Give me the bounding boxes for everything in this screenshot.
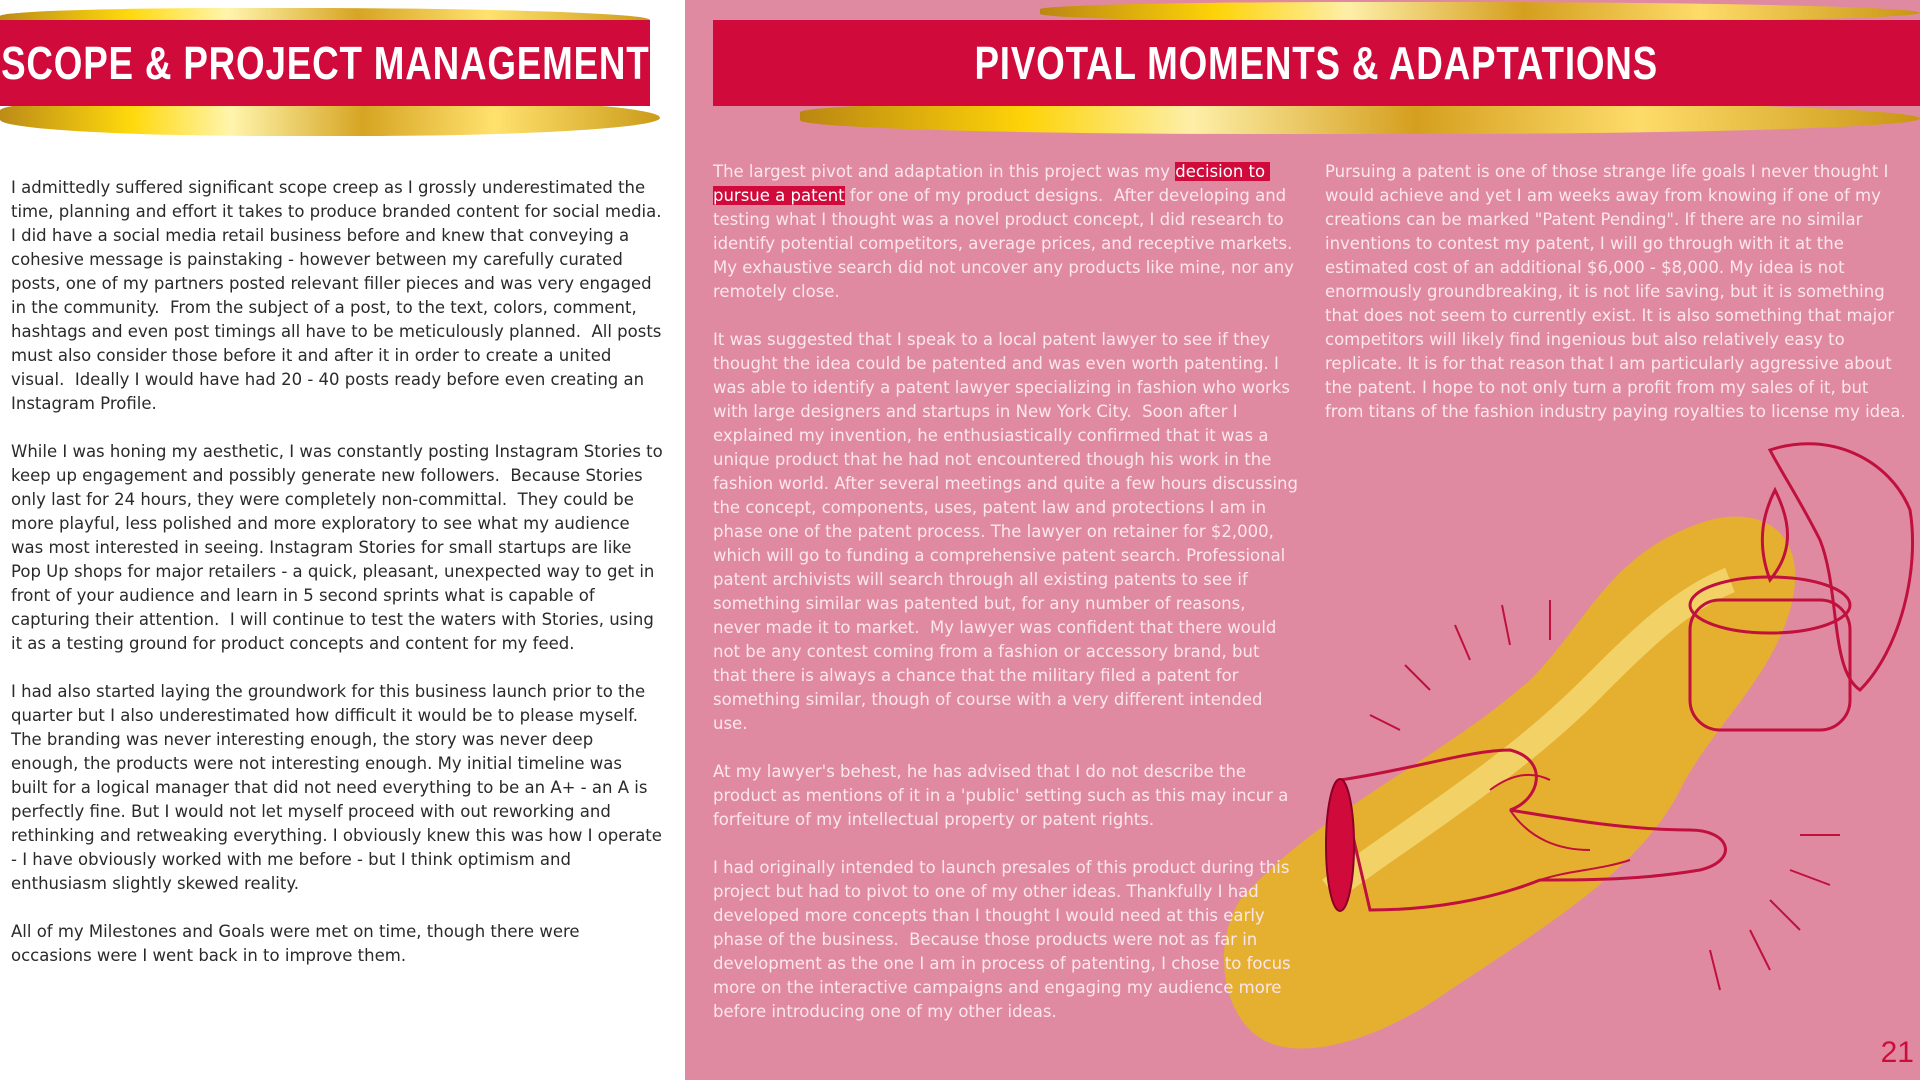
gold-brush-stroke-top-right <box>1040 2 1920 22</box>
right-column-2-text: Pursuing a patent is one of those strange life goals I never thought I would achieve and yet I am weeks away from knowing if one of my creations can be marked "Patent Pending". If there are no similar inventions to contest my patent, I will go through with it at the estimated cost of an additional $6,000 - $8,000. My idea is not enormously groundbreaking, it is not life saving, but it is something that does not seem to currently exist. It is also something that major competitors will likely find ingenious but also relatively easy to replicate. It is for that reason that I am particularly aggressive about the patent. I hope to not only turn a profit from my sales of it, but from titans of the fashion industry paying royalties to license my idea. <box>1325 162 1906 421</box>
left-section-banner <box>0 20 650 106</box>
cuff-opening <box>1326 779 1354 911</box>
right-section-banner <box>713 20 1920 106</box>
left-section-title: SCOPE & PROJECT MANAGEMENT <box>0 37 650 89</box>
left-body-text: I admittedly suffered significant scope creep as I grossly underestimated the time, planning and effort it takes to produce branded content for social media. I did have a social media retail business before and knew that conveying a cohesive message is painstaking - however between my carefully curated posts, one of my partners posted relevant filler pieces and was very engaged in the community. From the subject of a post, to the text, colors, comment, hashtags and even post timings all have to be meticulously planned. All posts must also consider those before it and after it in order to create a united visual. Ideally I would have had 20 - 40 posts ready before even creating an Instagram Profile. While I was honing my aesthetic, I was constantly posting Instagram Stories to keep up engagement and possibly generate new followers. Because Stories only last for 24 hours, they were completely non-committal. They could be more playful, less polished and more exploratory to see what my audience was most interested in seeing. Instagram Stories for small startups are like Pop Up shops for major retailers - a quick, pleasant, unexpected way to get in front of your audience and learn in 5 second sprints what is capable of capturing their attention. I will continue to test the waters with Stories, using it as a testing ground for product concepts and content for my feed. I had also started laying the groundwork for this business launch prior to the quarter but I also underestimated how difficult it would be to please myself. The branding was never interesting enough, the story was never deep enough, the products were not interesting enough. My initial timeline was built for a logical manager that did not need everything to be an A+ - an A is perfectly fine. But I would not let myself proceed with out reworking and rethinking and retweaking everything. I obviously knew this was how I operate - I have obviously worked with me before - but I think optimism and enthusiasm slightly skewed reality. All of my Milestones and Goals were met on time, though there were occasions were I went back in to improve them. <box>11 178 663 965</box>
column-1-intro: The largest pivot and adaptation in this project was my <box>713 162 1176 181</box>
column-1-body: for one of my product designs. After developing and testing what I thought was a novel product concept, I did research to identify potential competitors, average prices, and receptive markets. My exhaustive search did not uncover any products like mine, nor any remotely close. It was suggested that I speak to a local patent lawyer to see if they thought the idea could be patented and was even worth patenting. I was able to identify a patent lawyer specializing in fashion who works with large designers and startups in New York City. Soon after I explained my invention, he enthusiastically confirmed that it was a unique product that he had not encountered though his work in the fashion world. After several meetings and quite a few hours discussing the concept, components, uses, patent law and protections I am in phase one of the patent process. The lawyer on retainer for $2,000, which will go to funding a comprehensive patent search. Professional patent archivists will search through all existing patents to see if something similar was patented but, for any number of reasons, never made it to market. My lawyer was confident that there would not be any contest coming from a fashion or accessory brand, but that there is always a chance that the military filed a patent for something similar, though of course with a very different intended use. At my lawyer's behest, he has advised that I do not describe the product as mentions of it in a 'public' setting such as this may incur a forfeiture of my intellectual property or patent rights. I had originally intended to launch presales of this product during this project but had to pivot to one of my other ideas. Thankfully I had developed more concepts than I thought I would need at this early phase of the business. Because those products were not as far in development as the one I am in process of patenting, I chose to focus more on the interactive campaigns and engaging my audience more before introducing one of my other ideas. <box>713 186 1298 1021</box>
page-number: 21 <box>1880 1036 1914 1069</box>
left-panel <box>0 0 685 1080</box>
right-section-title: PIVOTAL MOMENTS & ADAPTATIONS <box>974 37 1659 89</box>
decision-highlight: decision to pursue a patent <box>713 162 1271 205</box>
right-column-1-text <box>713 160 1298 1024</box>
hand-holding-candle-icon <box>1210 430 1920 1080</box>
